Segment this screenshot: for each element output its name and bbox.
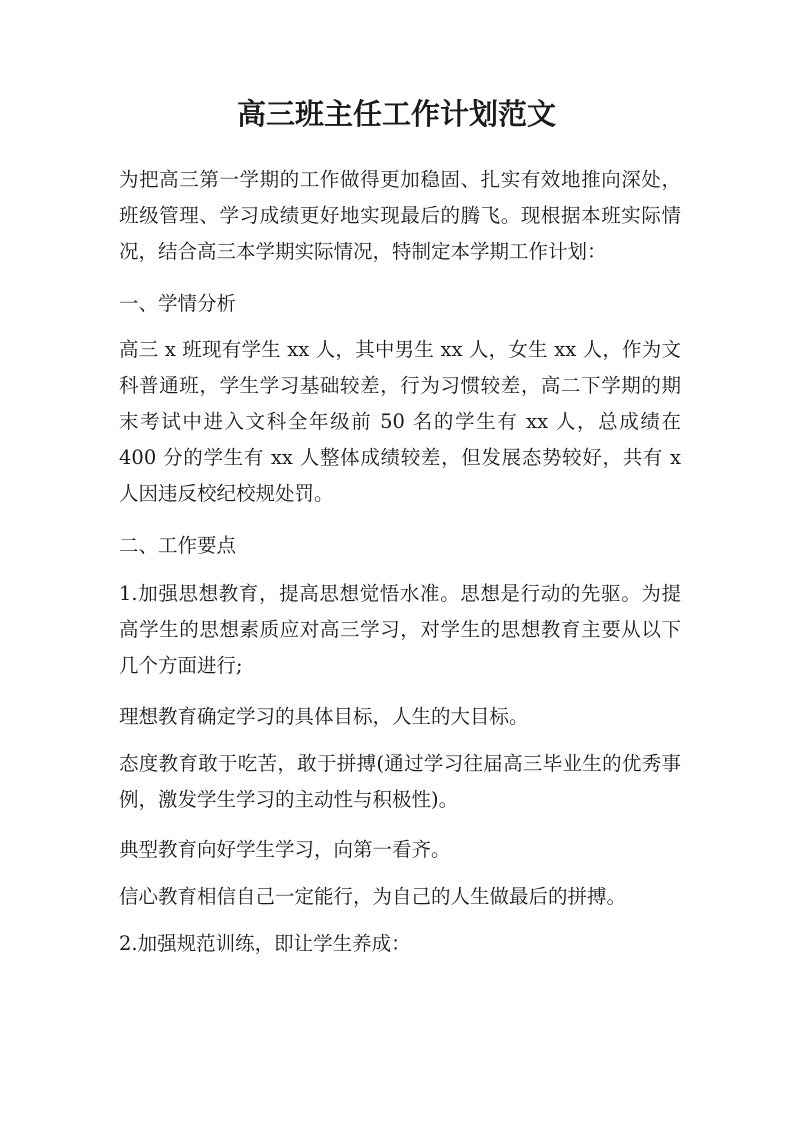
model-education-paragraph: 典型教育向好学生学习，向第一看齐。 xyxy=(119,838,451,861)
point-2-paragraph: 2.加强规范训练，即让学生养成： xyxy=(119,932,411,955)
analysis-paragraph: 高三 x 班现有学生 xx 人，其中男生 xx 人，女生 xx 人，作为文科普通班，学生学习基础较差，行为习惯较差，高二下学期的期末考试中进入文科全年级前 50 名的学生有 xx 人，总成绩在 400 分的学生有 xx 人整体成绩较差，但发展态势较好，共有 x 人因违反校纪校规处罚。 xyxy=(119,338,688,505)
point-1-paragraph: 1.加强思想教育，提高思想觉悟水准。思想是行动的先驱。为提高学生的思想素质应对高三学习，对学生的思想教育主要从以下几个方面进行; xyxy=(119,582,681,677)
document-title: 高三班主任工作计划范文 xyxy=(236,97,556,131)
section-heading-key-points: 二、工作要点 xyxy=(119,534,237,557)
ideal-education-paragraph: 理想教育确定学习的具体目标，人生的大目标。 xyxy=(119,705,529,728)
section-heading-analysis: 一、学情分析 xyxy=(119,292,237,315)
confidence-education-paragraph: 信心教育相信自己一定能行，为自己的人生做最后的拼搏。 xyxy=(119,885,627,908)
attitude-education-paragraph: 态度教育敢于吃苦，敢于拼搏(通过学习往届高三毕业生的优秀事例，激发学生学习的主动性与积极性)。 xyxy=(119,752,681,811)
intro-paragraph: 为把高三第一学期的工作做得更加稳固、扎实有效地推向深处，班级管理、学习成绩更好地实现最后的腾飞。现根据本班实际情况，结合高三本学期实际情况，特制定本学期工作计划： xyxy=(119,168,681,263)
